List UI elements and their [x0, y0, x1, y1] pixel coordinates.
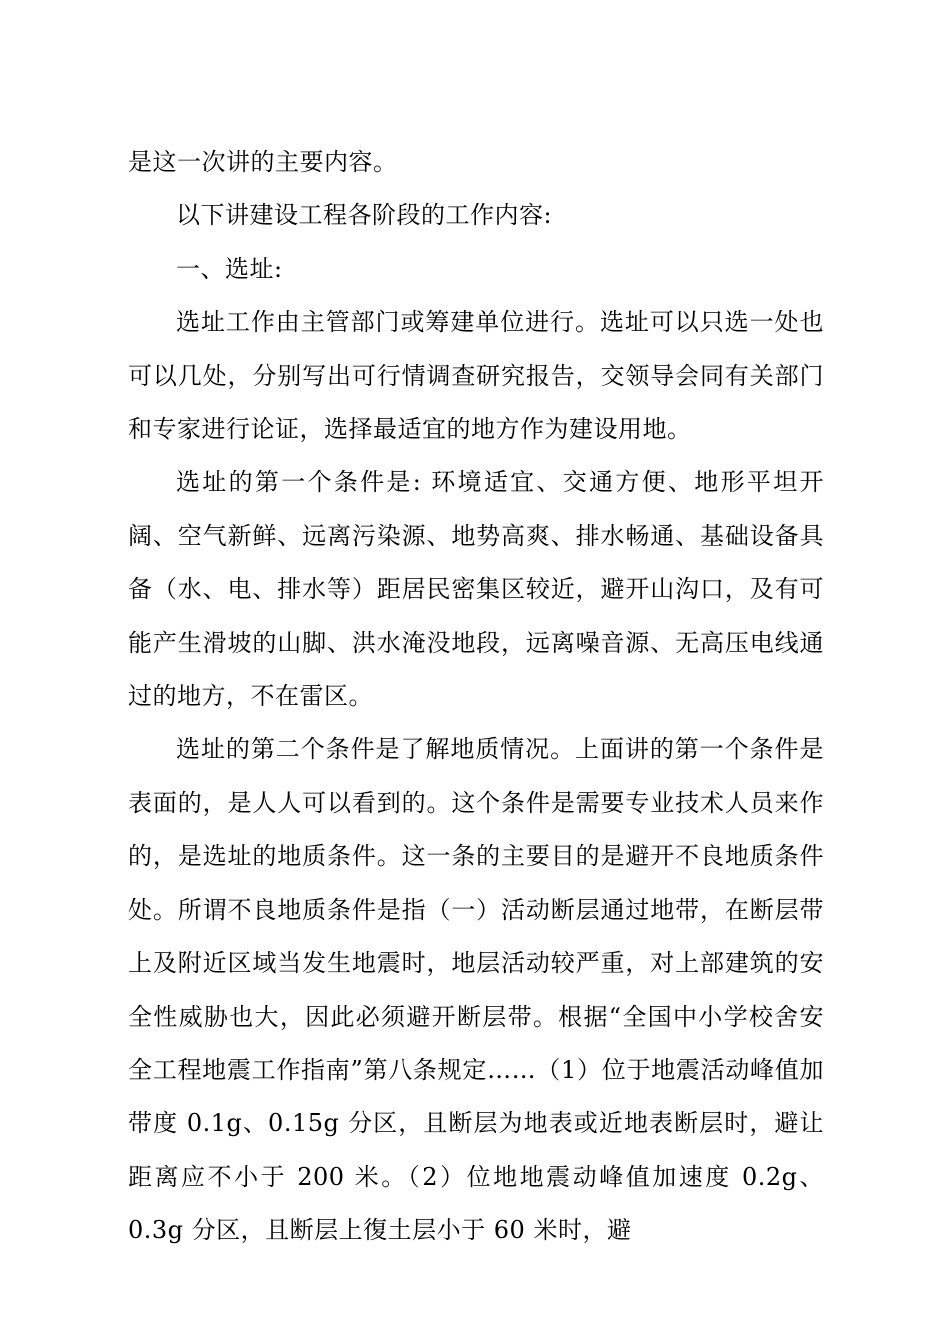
paragraph-4: 选址的第一个条件是: 环境适宜、交通方便、地形平坦开阔、空气新鲜、远离污染源、地势高爽、排水畅通、基础设备具备（水、电、排水等）距居民密集区较近，避开山沟口，及有可能产生滑坡的山脚、洪水淹没地段，远离噪音源、无高压电线通过的地方，不在雷区。 [128, 468, 824, 711]
paragraph-3: 选址工作由主管部门或筹建单位进行。选址可以只选一处也可以几处，分别写出可行情调查研究报告，交领导会同有关部门和专家进行论证，选择最适宜的地方作为建设用地。 [128, 308, 824, 444]
document-page [128, 136, 824, 1258]
section-heading-site-selection: 一、选址: [176, 254, 283, 283]
paragraph-1: 是这一次讲的主要内容。 [128, 148, 398, 176]
paragraph-5: 选址的第二个条件是了解地质情况。上面讲的第一个条件是表面的，是人人可以看到的。这个条件是需要专业技术人员来作的，是选址的地质条件。这一条的主要目的是避开不良地质条件处。所谓不良地质条件是指（一）活动断层通过地带，在断层带上及附近区域当发生地震时，地层活动较严重，对上部建筑的安全性威胁也大，因此必须避开断层带。根据“全国中小学校舍安全工程地震工作指南”第八条规定……（1）位于地震活动峰值加带度 0.1g、0.15g 分区，且断层为地表或近地表断层时，避让距离应不小于 200 米。（2）位地地震动峰值加速度 0.2g、0.3g 分区，且断层上復土层小于 60 米时，避 [128, 735, 824, 1245]
paragraph-2: 以下讲建设工程各阶段的工作内容: [176, 201, 553, 230]
